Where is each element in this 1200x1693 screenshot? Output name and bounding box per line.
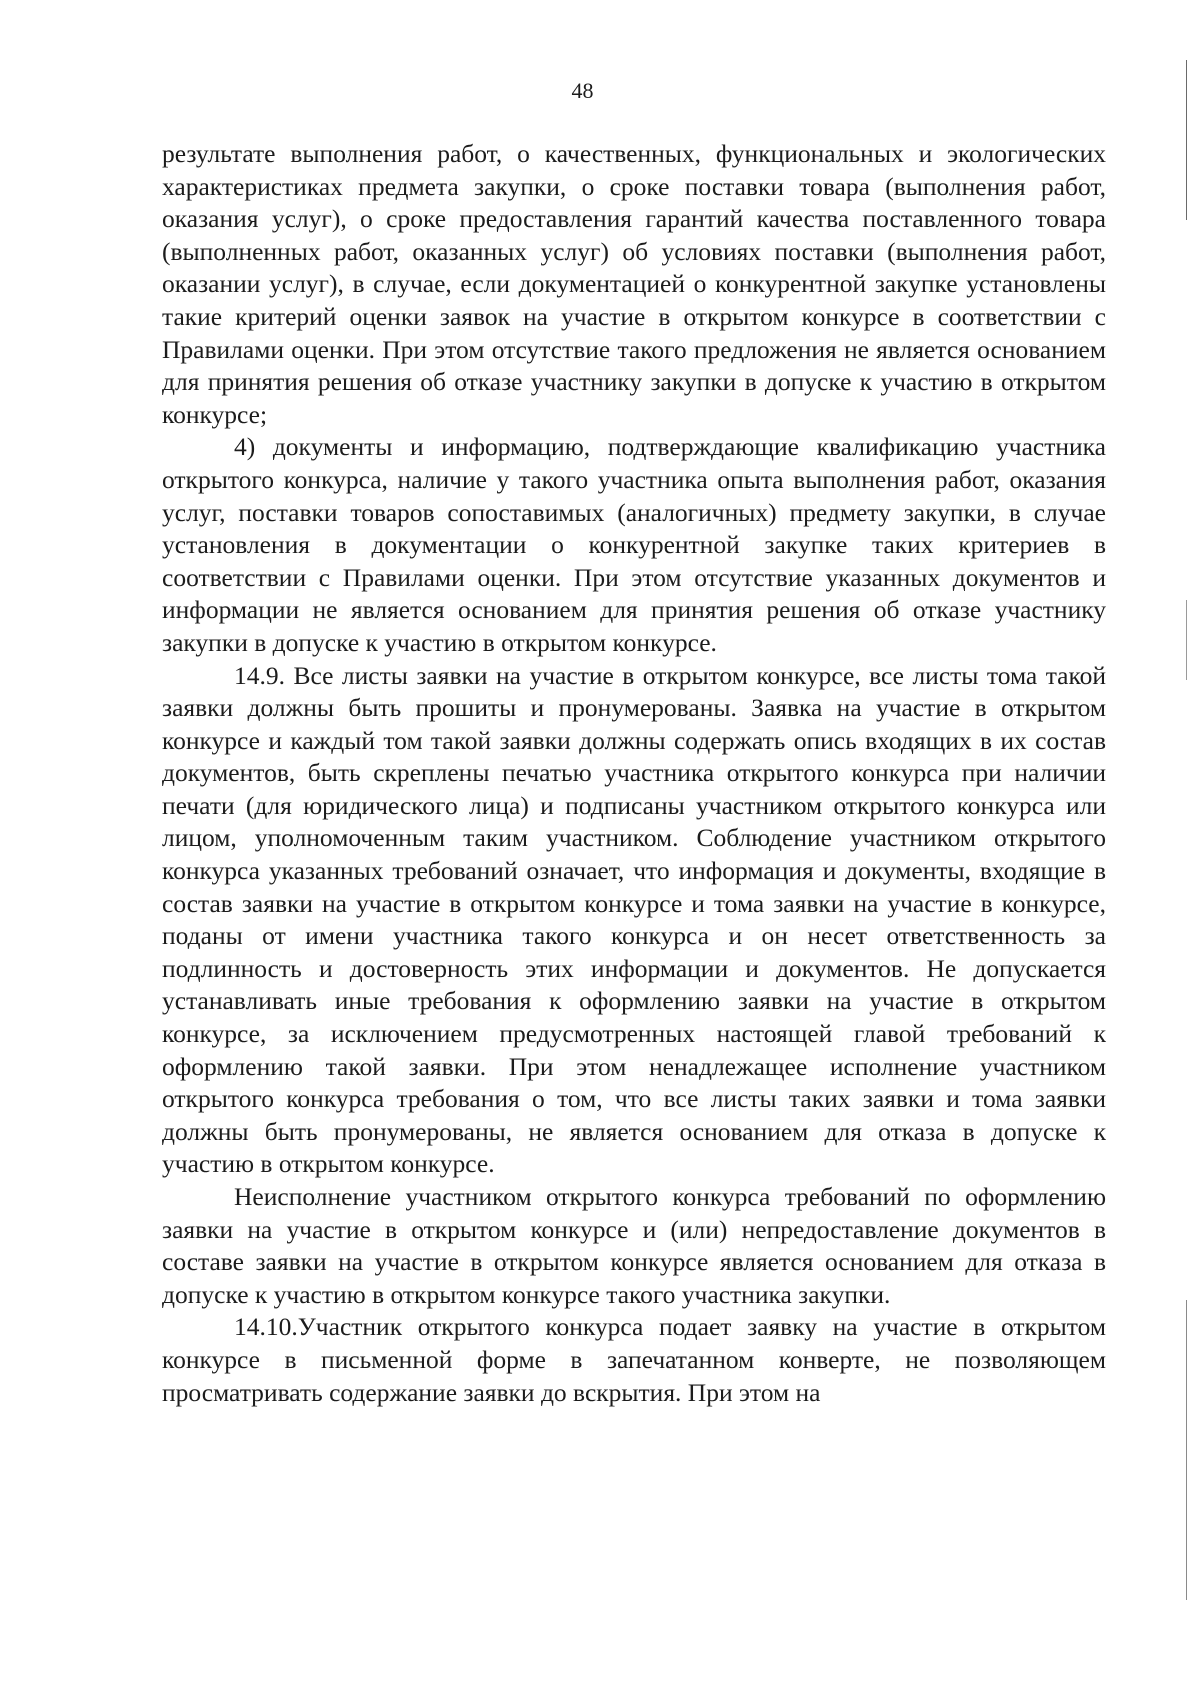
paragraph-14-10: 14.10.Участник открытого конкурса подает заявку на участие в открытом конкурсе в письменной форме в запечатанном конверте, не позволяющем просматривать содержание заявки до вскрытия. При этом на <box>162 1312 1106 1407</box>
paragraph-item-4: 4) документы и информацию, подтверждающие квалификацию участника открытого конкурса, наличие у такого участника опыта выполнения работ, оказания услуг, поставки товаров сопоставимых (аналогичных) предмету закупки, в случае установления в документации о конкурентной закупке таких критериев в соответствии с Правилами оценки. При этом отсутствие указанных документов и информации не является основанием для принятия решения об отказе участнику закупки в допуске к участию в открытом конкурсе. <box>162 432 1106 657</box>
document-body <box>162 138 1106 1409</box>
page-number: 48 <box>571 78 594 103</box>
scan-edge <box>1178 0 1200 1693</box>
paragraph-non-compliance: Неисполнение участником открытого конкурса требований по оформлению заявки на участие в открытом конкурсе и (или) непредоставление документов в составе заявки на участие в открытом конкурсе является основанием для отказа в допуске к участию в открытом конкурсе такого участника закупки. <box>162 1182 1106 1309</box>
scan-edge-line <box>1186 60 1187 220</box>
scan-edge-line <box>1186 600 1187 680</box>
paragraph-14-9: 14.9. Все листы заявки на участие в открытом конкурсе, все листы тома такой заявки должны быть прошиты и пронумерованы. Заявка на участие в открытом конкурсе и каждый том такой заявки должны содержать опись входящих в их состав документов, быть скреплены печатью участника открытого конкурса при наличии печати (для юридического лица) и подписаны участником открытого конкурса или лицом, уполномоченным таким участником. Соблюдение участником открытого конкурса указанных требований означает, что информация и документы, входящие в состав заявки на участие в открытом конкурсе и тома заявки на участие в конкурсе, поданы от имени участника такого конкурса и он несет ответственность за подлинность и достоверность этих информации и документов. Не допускается устанавливать иные требования к оформлению заявки на участие в открытом конкурсе, за исключением предусмотренных настоящей главой требований к оформлению такой заявки. При этом ненадлежащее исполнение участником открытого конкурса требования о том, что все листы таких заявки и тома заявки должны быть пронумерованы, не является основанием для отказа в допуске к участию в открытом конкурсе. <box>162 660 1106 1179</box>
paragraph-continuation: результате выполнения работ, о качественных, функциональных и экологических характеристиках предмета закупки, о сроке поставки товара (выполнения работ, оказания услуг), о сроке предоставления гарантий качества поставленного товара (выполненных работ, оказанных услуг) об условиях поставки (выполнения работ, оказании услуг), в случае, если документацией о конкурентной закупке установлены такие критерий оценки заявок на участие в открытом конкурсе в соответствии с Правилами оценки. При этом отсутствие такого предложения не является основанием для принятия решения об отказе участнику закупки в допуске к участию в открытом конкурсе; <box>162 139 1106 429</box>
scan-edge-line <box>1186 1300 1187 1600</box>
